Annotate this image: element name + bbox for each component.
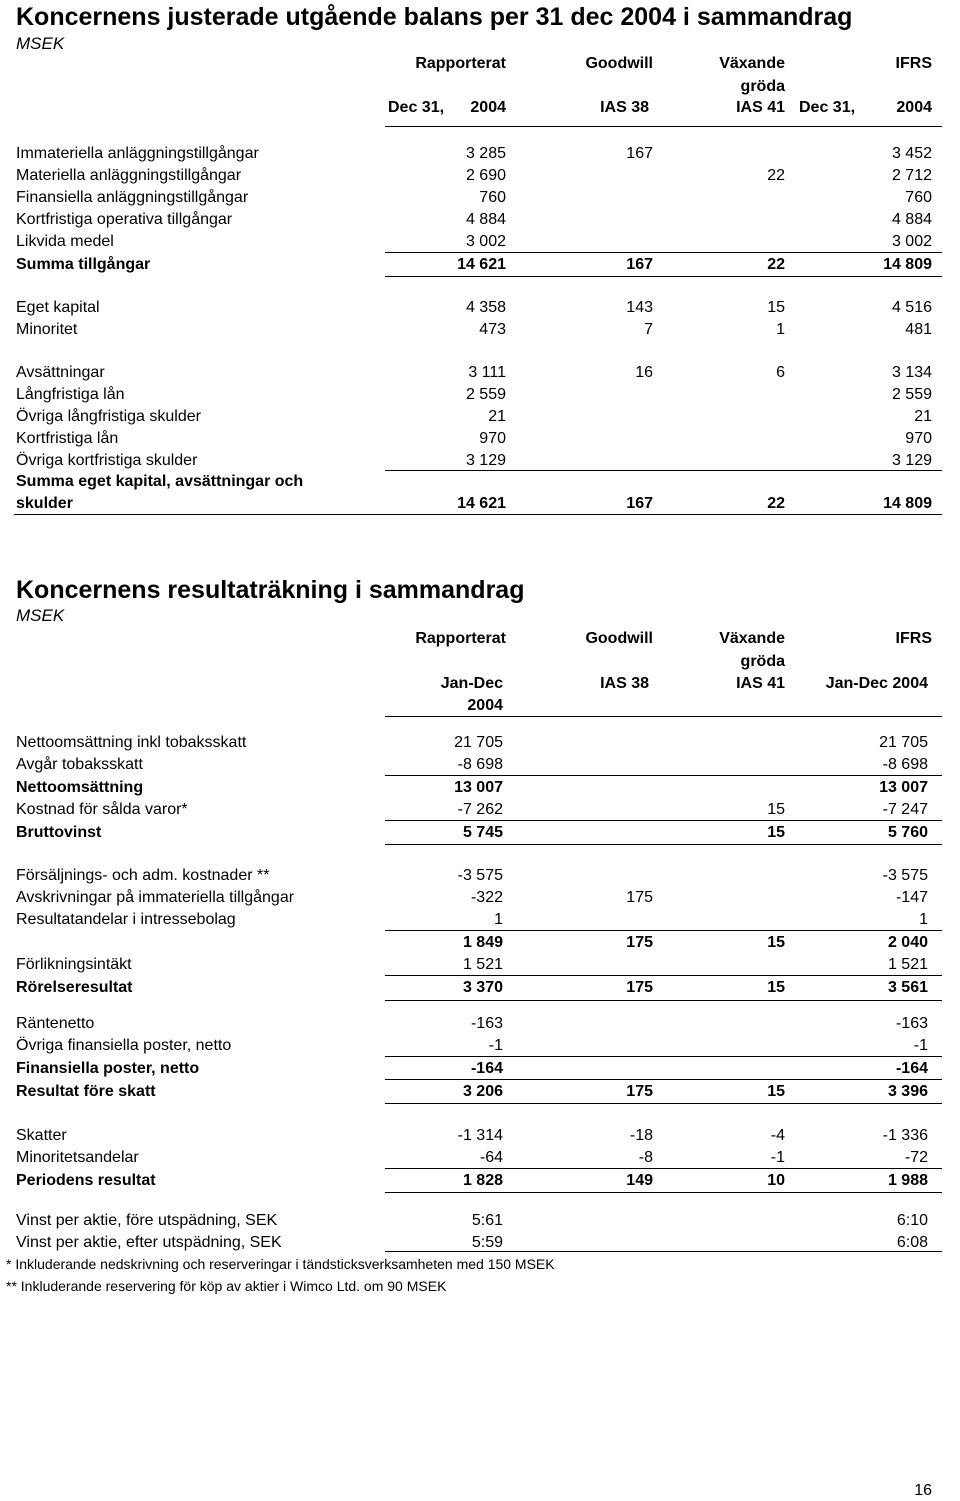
balance-header-ias38: IAS 38 (600, 99, 649, 116)
income-cell-c3: 15 (767, 824, 785, 841)
balance-header-ifrs: IFRS (895, 55, 932, 72)
balance-cell-c1: 3 002 (465, 233, 506, 250)
income-rule-5 (385, 1000, 942, 1001)
income-cell-c1: 1 (494, 911, 503, 928)
income-cell-c4: 1 521 (887, 956, 928, 973)
income-cell-c4: 13 007 (879, 779, 928, 796)
balance-total-label-2: skulder (16, 495, 73, 512)
income-cell-c1: -3 575 (457, 867, 503, 884)
income-cell-c4: -147 (895, 889, 928, 906)
income-cell-c1: 1 828 (462, 1172, 503, 1189)
income-cell-c1: -64 (479, 1149, 503, 1166)
balance-cell-c2: 167 (626, 145, 653, 162)
income-cell-c1: 3 206 (462, 1083, 503, 1100)
income-rule-0 (385, 775, 942, 776)
balance-cell-c4: 4 884 (891, 211, 932, 228)
income-cell-c4: 21 705 (879, 734, 928, 751)
income-row-label: Periodens resultat (16, 1172, 156, 1189)
balance-cell-c2: 143 (626, 299, 653, 316)
balance-cell-c3: 6 (776, 364, 785, 381)
balance-cell-c1: 14 621 (457, 256, 506, 273)
income-cell-c2: 175 (626, 979, 653, 996)
income-cell-c4: 1 (919, 911, 928, 928)
income-rule-8 (385, 1103, 942, 1104)
income-header-crop: Växande (719, 630, 785, 647)
income-cell-c1: 13 007 (454, 779, 503, 796)
income-cell-c1: 5:59 (471, 1234, 503, 1251)
income-row-label: Försäljnings- och adm. kostnader ** (16, 867, 270, 884)
balance-cell-c2: 167 (626, 256, 653, 273)
balance-total-c2: 167 (626, 495, 653, 512)
balance-cell-c2: 16 (635, 364, 653, 381)
income-row-label: Nettoomsättning (16, 779, 144, 796)
balance-cell-c4: 481 (905, 321, 932, 338)
income-cell-c1: -1 314 (457, 1127, 503, 1144)
balance-total-rule (14, 514, 942, 515)
income-cell-c2: -8 (638, 1149, 653, 1166)
income-cell-c4: -72 (904, 1149, 928, 1166)
balance-cell-c4: 3 452 (891, 145, 932, 162)
income-header-period-2: Jan-Dec 2004 (825, 675, 928, 692)
income-cell-c4: 6:08 (896, 1234, 928, 1251)
balance-cell-c4: 21 (914, 408, 932, 425)
income-cell-c1: -8 698 (457, 756, 503, 773)
balance-cell-c3: 22 (767, 256, 785, 273)
balance-row-label: Eget kapital (16, 299, 100, 316)
income-cell-c2: -18 (629, 1127, 653, 1144)
income-row-label: Resultat före skatt (16, 1083, 156, 1100)
income-cell-c4: 5 760 (887, 824, 928, 841)
income-rule-7 (385, 1079, 942, 1080)
balance-total-c1: 14 621 (457, 495, 506, 512)
income-cell-c2: 149 (626, 1172, 653, 1189)
income-header-year-1: 2004 (467, 697, 503, 714)
income-cell-c1: -1 (488, 1037, 503, 1054)
income-row-label: Skatter (16, 1127, 67, 1144)
income-cell-c3: 15 (767, 1083, 785, 1100)
income-rule-11 (385, 1251, 942, 1252)
balance-cell-c1: 3 111 (468, 364, 506, 381)
balance-cell-c3: 15 (767, 299, 785, 316)
balance-header-date-2: Dec 31, (799, 99, 856, 116)
income-row-label: Finansiella poster, netto (16, 1060, 200, 1077)
income-cell-c4: -8 698 (882, 756, 928, 773)
balance-cell-c4: 2 712 (891, 167, 932, 184)
income-cell-c4: -7 247 (882, 801, 928, 818)
balance-cell-c1: 21 (488, 408, 506, 425)
balance-cell-c4: 3 002 (891, 233, 932, 250)
income-row-label: Kostnad för sålda varor* (16, 801, 188, 818)
income-row-label: Avgår tobaksskatt (16, 756, 143, 773)
balance-row-label: Likvida medel (16, 233, 114, 250)
income-row-label: Förlikningsintäkt (16, 956, 132, 973)
balance-cell-c4: 3 134 (891, 364, 932, 381)
balance-subtotal-rule (385, 252, 942, 253)
balance-header-date-1: Dec 31, (388, 99, 445, 116)
income-cell-c4: 6:10 (896, 1212, 928, 1229)
balance-cell-c1: 473 (479, 321, 506, 338)
income-cell-c4: -1 (913, 1037, 928, 1054)
balance-cell-c1: 4 884 (465, 211, 506, 228)
balance-cell-c2: 7 (644, 321, 653, 338)
balance-row-label: Kortfristiga lån (16, 430, 119, 447)
income-row-label: Avskrivningar på immateriella tillgångar (16, 889, 295, 906)
balance-cell-c3: 1 (776, 321, 785, 338)
balance-row-label: Övriga kortfristiga skulder (16, 452, 198, 469)
income-rule-4 (385, 975, 942, 976)
income-row-label: Nettoomsättning inkl tobaksskatt (16, 734, 247, 751)
balance-liabilities-rule (385, 470, 942, 471)
balance-header-reported: Rapporterat (415, 55, 506, 72)
income-cell-c3: 15 (767, 801, 785, 818)
balance-header-rule (385, 126, 942, 127)
balance-cell-c3: 22 (767, 167, 785, 184)
income-unit: MSEK (16, 606, 65, 625)
footnote-1: * Inkluderande nedskrivning och reserveringar i tändsticksverksamheten med 150 MSEK (6, 1256, 555, 1272)
income-header-period-1: Jan-Dec (440, 675, 503, 692)
balance-total-c3: 22 (767, 495, 785, 512)
balance-cell-c4: 2 559 (891, 386, 932, 403)
income-rule-1 (385, 820, 942, 821)
income-cell-c1: -322 (470, 889, 503, 906)
balance-cell-c4: 760 (905, 189, 932, 206)
balance-cell-c4: 3 129 (891, 452, 932, 469)
income-cell-c4: 2 040 (887, 934, 928, 951)
balance-cell-c4: 14 809 (883, 256, 932, 273)
balance-cell-c4: 970 (905, 430, 932, 447)
income-cell-c4: -163 (895, 1015, 928, 1032)
income-row-label: Rörelseresultat (16, 979, 133, 996)
income-row-label: Bruttovinst (16, 824, 102, 841)
balance-header-crop-2: gröda (740, 78, 785, 95)
balance-cell-c1: 970 (479, 430, 506, 447)
income-row-label: Vinst per aktie, efter utspädning, SEK (16, 1234, 282, 1251)
income-rule-2 (385, 844, 942, 845)
income-cell-c1: 5 745 (462, 824, 503, 841)
balance-row-label: Avsättningar (16, 364, 105, 381)
income-header-crop-2: gröda (740, 653, 785, 670)
income-cell-c4: 3 561 (887, 979, 928, 996)
income-cell-c2: 175 (626, 889, 653, 906)
balance-title: Koncernens justerade utgående balans per 31 dec 2004 i sammandrag (16, 3, 853, 31)
income-header-ias41: IAS 41 (736, 675, 785, 692)
income-cell-c3: 15 (767, 934, 785, 951)
balance-cell-c1: 3 129 (465, 452, 506, 469)
balance-header-goodwill: Goodwill (585, 55, 653, 72)
income-row-label: Minoritetsandelar (16, 1149, 139, 1166)
balance-row-label: Finansiella anläggningstillgångar (16, 189, 249, 206)
income-rule-6 (385, 1056, 942, 1057)
income-cell-c4: -1 336 (882, 1127, 928, 1144)
income-cell-c3: 15 (767, 979, 785, 996)
balance-cell-c1: 2 690 (465, 167, 506, 184)
income-title: Koncernens resultaträkning i sammandrag (16, 576, 525, 604)
income-cell-c1: 1 849 (462, 934, 503, 951)
income-cell-c4: 1 988 (887, 1172, 928, 1189)
income-cell-c4: -3 575 (882, 867, 928, 884)
income-cell-c1: -163 (470, 1015, 503, 1032)
income-row-label: Räntenetto (16, 1015, 95, 1032)
balance-header-ias41: IAS 41 (736, 99, 785, 116)
balance-header-crop: Växande (719, 55, 785, 72)
income-header-ifrs: IFRS (895, 630, 932, 647)
balance-row-label: Minoritet (16, 321, 78, 338)
balance-cell-c1: 4 358 (465, 299, 506, 316)
balance-cell-c1: 2 559 (465, 386, 506, 403)
income-cell-c1: -164 (470, 1060, 503, 1077)
balance-row-label: Övriga långfristiga skulder (16, 408, 201, 425)
income-header-ias38: IAS 38 (600, 675, 649, 692)
income-header-rule (385, 716, 942, 717)
balance-row-label: Summa tillgångar (16, 256, 151, 273)
balance-total-label: Summa eget kapital, avsättningar och (16, 473, 304, 490)
balance-row-label: Kortfristiga operativa tillgångar (16, 211, 233, 228)
balance-cell-c4: 4 516 (891, 299, 932, 316)
balance-cell-c1: 3 285 (465, 145, 506, 162)
income-row-label: Vinst per aktie, före utspädning, SEK (16, 1212, 278, 1229)
income-cell-c3: 10 (767, 1172, 785, 1189)
income-rule-10 (385, 1192, 942, 1193)
balance-row-label: Materiella anläggningstillgångar (16, 167, 242, 184)
income-row-label: Resultatandelar i intressebolag (16, 911, 236, 928)
balance-header-year-2: 2004 (896, 99, 932, 116)
income-row-label: Övriga finansiella poster, netto (16, 1037, 232, 1054)
income-cell-c1: 21 705 (454, 734, 503, 751)
balance-cell-c1: 760 (479, 189, 506, 206)
income-header-reported: Rapporterat (415, 630, 506, 647)
income-cell-c1: 3 370 (462, 979, 503, 996)
balance-assets-total-rule (385, 276, 942, 277)
income-cell-c1: 5:61 (471, 1212, 503, 1229)
income-header-goodwill: Goodwill (585, 630, 653, 647)
income-cell-c1: -7 262 (457, 801, 503, 818)
balance-header-year-1: 2004 (470, 99, 506, 116)
footnote-2: ** Inkluderande reservering för köp av aktier i Wimco Ltd. om 90 MSEK (6, 1278, 447, 1294)
balance-unit: MSEK (16, 34, 65, 53)
income-cell-c3: -4 (770, 1127, 785, 1144)
income-cell-c1: 1 521 (462, 956, 503, 973)
balance-row-label: Långfristiga lån (16, 386, 125, 403)
income-cell-c2: 175 (626, 1083, 653, 1100)
income-cell-c4: 3 396 (887, 1083, 928, 1100)
income-cell-c3: -1 (770, 1149, 785, 1166)
balance-row-label: Immateriella anläggningstillgångar (16, 145, 259, 162)
income-rule-9 (385, 1168, 942, 1169)
income-rule-3 (385, 930, 942, 931)
balance-total-c4: 14 809 (883, 495, 932, 512)
page-number: 16 (914, 1482, 932, 1499)
income-cell-c4: -164 (895, 1060, 928, 1077)
income-cell-c2: 175 (626, 934, 653, 951)
